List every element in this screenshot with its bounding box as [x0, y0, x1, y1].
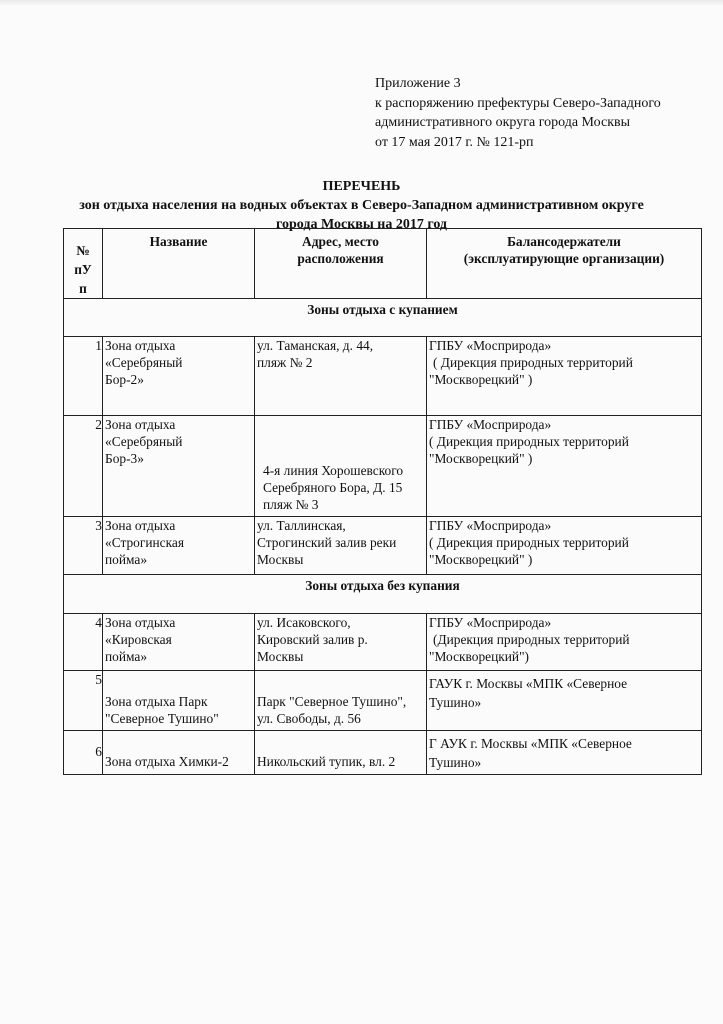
cell-line: Москвы [257, 649, 304, 664]
title-line: ПЕРЕЧЕНЬ [322, 179, 401, 194]
cell-line: Зона отдыха Химки-2 [105, 754, 229, 769]
header-operators [427, 229, 702, 299]
cell-line: Серебряного Бора, Д. 15 [263, 480, 403, 495]
appendix-note [375, 74, 661, 152]
header-text: пУ [74, 262, 92, 277]
cell-line: Москвы [257, 552, 304, 567]
zone-address [255, 731, 427, 775]
header-text: п [79, 281, 87, 296]
header-number [64, 229, 103, 299]
header-text: № [76, 243, 90, 258]
cell-line: "Москворецкий" ) [429, 552, 533, 567]
cell-line: Бор-3» [105, 451, 144, 466]
header-text: (эксплуатирующие организации) [463, 251, 665, 266]
row-number: 3 [64, 517, 103, 575]
zone-address [255, 671, 427, 731]
zone-name [103, 337, 255, 416]
zone-address [255, 337, 427, 416]
zone-operator [427, 614, 702, 671]
cell-line: (Дирекция природных территорий [433, 632, 630, 647]
table-row [64, 416, 702, 517]
cell-line: ГПБУ «Мосприрода» [429, 518, 552, 533]
cell-line: Зона отдыха Парк [105, 694, 208, 709]
zone-operator [427, 731, 702, 775]
header-address [255, 229, 427, 299]
cell-line: Зона отдыха [105, 518, 176, 533]
cell-line: "Северное Тушино" [105, 711, 219, 726]
cell-line: «Серебряный [105, 355, 183, 370]
header-text: Адрес, место [302, 234, 379, 249]
cell-line: Тушино» [429, 755, 482, 770]
cell-line: ГПБУ «Мосприрода» [429, 615, 552, 630]
cell-line: Строгинский залив реки [257, 535, 397, 550]
row-number: 5 [64, 671, 103, 731]
appendix-line: административного округа города Москвы [375, 115, 631, 130]
table-header-row [64, 229, 702, 299]
cell-line: ул. Свободы, д. 56 [257, 711, 361, 726]
cell-line: ( Дирекция природных территорий [429, 434, 629, 449]
zone-address [255, 614, 427, 671]
header-text: Балансодержатели [507, 234, 621, 249]
cell-line: «Строгинская [105, 535, 185, 550]
document-title [40, 177, 683, 234]
zone-name [103, 614, 255, 671]
cell-line: ГПБУ «Мосприрода» [429, 417, 552, 432]
row-number: 2 [64, 416, 103, 517]
title-line: города Москвы на 2017 год [275, 217, 448, 232]
cell-line: «Кировская [105, 632, 172, 647]
cell-line: "Москворецкий") [429, 649, 530, 664]
scan-edge [0, 0, 723, 6]
cell-line: ( Дирекция природных территорий [433, 355, 633, 370]
table-row [64, 671, 702, 731]
appendix-line: от 17 мая 2017 г. № 121-рп [375, 134, 534, 150]
zone-name [103, 416, 255, 517]
cell-line: пляж № 2 [257, 355, 313, 370]
table-row [64, 731, 702, 775]
header-name [103, 229, 255, 299]
section-row [64, 299, 702, 337]
cell-line: ул. Исаковского, [257, 615, 351, 630]
header-text: Название [149, 234, 208, 249]
row-number: 6 [64, 731, 103, 775]
cell-line: ул. Таллинская, [257, 518, 346, 533]
zone-operator [427, 416, 702, 517]
appendix-line: Приложение 3 [375, 76, 461, 91]
cell-line: Бор-2» [105, 372, 144, 387]
appendix-line: к распоряжению префектуры Северо-Западного [375, 95, 661, 111]
zone-operator [427, 517, 702, 575]
cell-line: Зона отдыха [105, 615, 176, 630]
cell-line: "Москворецкий" ) [429, 451, 533, 466]
cell-line: Парк "Северное Тушино", [257, 694, 407, 709]
zone-address [255, 416, 427, 517]
zone-name [103, 517, 255, 575]
cell-line: Кировский залив р. [257, 632, 368, 647]
row-number: 1 [64, 337, 103, 416]
row-number: 4 [64, 614, 103, 671]
cell-line: пойма» [105, 649, 148, 664]
table-row [64, 517, 702, 575]
cell-line: «Серебряный [105, 434, 183, 449]
zone-address [255, 517, 427, 575]
cell-line: Никольский тупик, вл. 2 [257, 754, 396, 769]
cell-line: Зона отдыха [105, 338, 176, 353]
table-row [64, 337, 702, 416]
section-row [64, 575, 702, 614]
cell-line: ( Дирекция природных территорий [429, 535, 629, 550]
cell-line: ул. Таманская, д. 44, [257, 338, 374, 353]
cell-line: Зона отдыха [105, 417, 176, 432]
cell-line: пляж № 3 [263, 497, 319, 512]
header-text: расположения [297, 251, 384, 266]
title-line: зон отдыха населения на водных объектах в Северо-Западном административном округе [79, 198, 644, 213]
cell-line: Тушино» [429, 695, 482, 710]
section-title: Зоны отдыха без купания [64, 575, 702, 614]
cell-line: Г АУК г. Москвы «МПК «Северное [429, 736, 632, 751]
cell-line: ГАУК г. Москвы «МПК «Северное [429, 676, 628, 691]
zone-name [103, 671, 255, 731]
cell-line: "Москворецкий" ) [429, 372, 533, 387]
zone-name [103, 731, 255, 775]
zone-operator [427, 671, 702, 731]
zone-operator [427, 337, 702, 416]
cell-line: 4-я линия Хорошевского [263, 463, 404, 478]
cell-line: ГПБУ «Мосприрода» [429, 338, 552, 353]
recreation-zones-table [63, 228, 702, 775]
cell-line: пойма» [105, 552, 148, 567]
section-title: Зоны отдыха с купанием [64, 299, 702, 337]
table-row [64, 614, 702, 671]
